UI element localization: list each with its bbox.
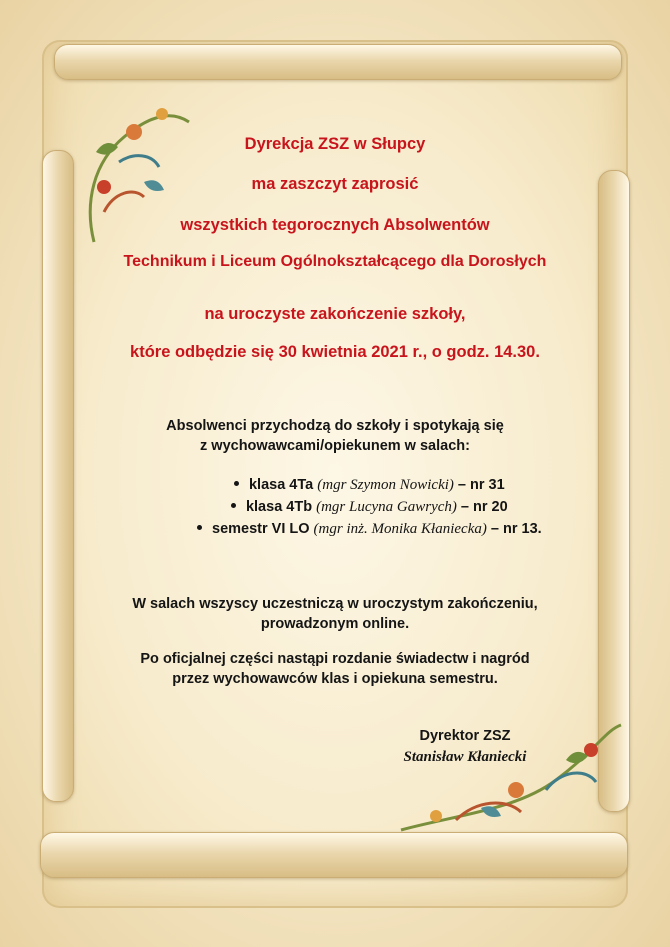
heading-line-5: na uroczyste zakończenie szkoły, (204, 305, 466, 323)
heading-line-2: ma zaszczyt zaprosić (251, 175, 419, 193)
class-teacher: (mgr Szymon Nowicki) (317, 477, 454, 493)
heading-line-4: Technikum i Liceum Ogólnokształcącego dla Dorosłych (123, 253, 547, 270)
class-name: klasa 4Tb (245, 499, 313, 515)
heading-line-1: Dyrekcja ZSZ w Słupcy (244, 135, 426, 153)
note-1-line-2: prowadzonym online. (260, 616, 410, 632)
bullet-icon (197, 525, 202, 530)
class-room: – nr 13. (486, 521, 542, 537)
class-name: klasa 4Ta (248, 477, 314, 493)
note-2-line-1: Po oficjalnej części nastąpi rozdanie świadectw i nagród (140, 651, 530, 667)
signature-name: Stanisław Kłaniecki (403, 749, 527, 765)
note-2-line-2: przez wychowawców klas i opiekuna semestru. (172, 671, 498, 687)
class-teacher: (mgr Lucyna Gawrych) (316, 499, 457, 515)
class-room: – nr 31 (453, 477, 505, 493)
intro-line-1: Absolwenci przychodzą do szkoły i spotykają się (166, 418, 504, 434)
class-room-list (197, 474, 542, 540)
bullet-icon (234, 481, 239, 486)
heading-line-3: wszystkich tegorocznych Absolwentów (180, 216, 490, 234)
scroll-roll-top (54, 44, 622, 80)
note-1-line-1: W salach wszyscy uczestniczą w uroczystym zakończeniu, (132, 596, 538, 612)
class-teacher: (mgr inż. Monika Kłaniecka) (313, 521, 487, 537)
list-item (197, 518, 542, 540)
list-item (197, 496, 542, 518)
class-room: – nr 20 (456, 499, 508, 515)
heading-line-6: które odbędzie się 30 kwietnia 2021 r., o godz. 14.30. (130, 343, 540, 361)
intro-line-2: z wychowawcami/opiekunem w salach: (200, 438, 470, 454)
bullet-icon (231, 503, 236, 508)
signature-role: Dyrektor ZSZ (419, 728, 511, 744)
list-item (197, 474, 542, 496)
class-name: semestr VI LO (212, 521, 310, 537)
scroll-roll-left (42, 150, 74, 802)
